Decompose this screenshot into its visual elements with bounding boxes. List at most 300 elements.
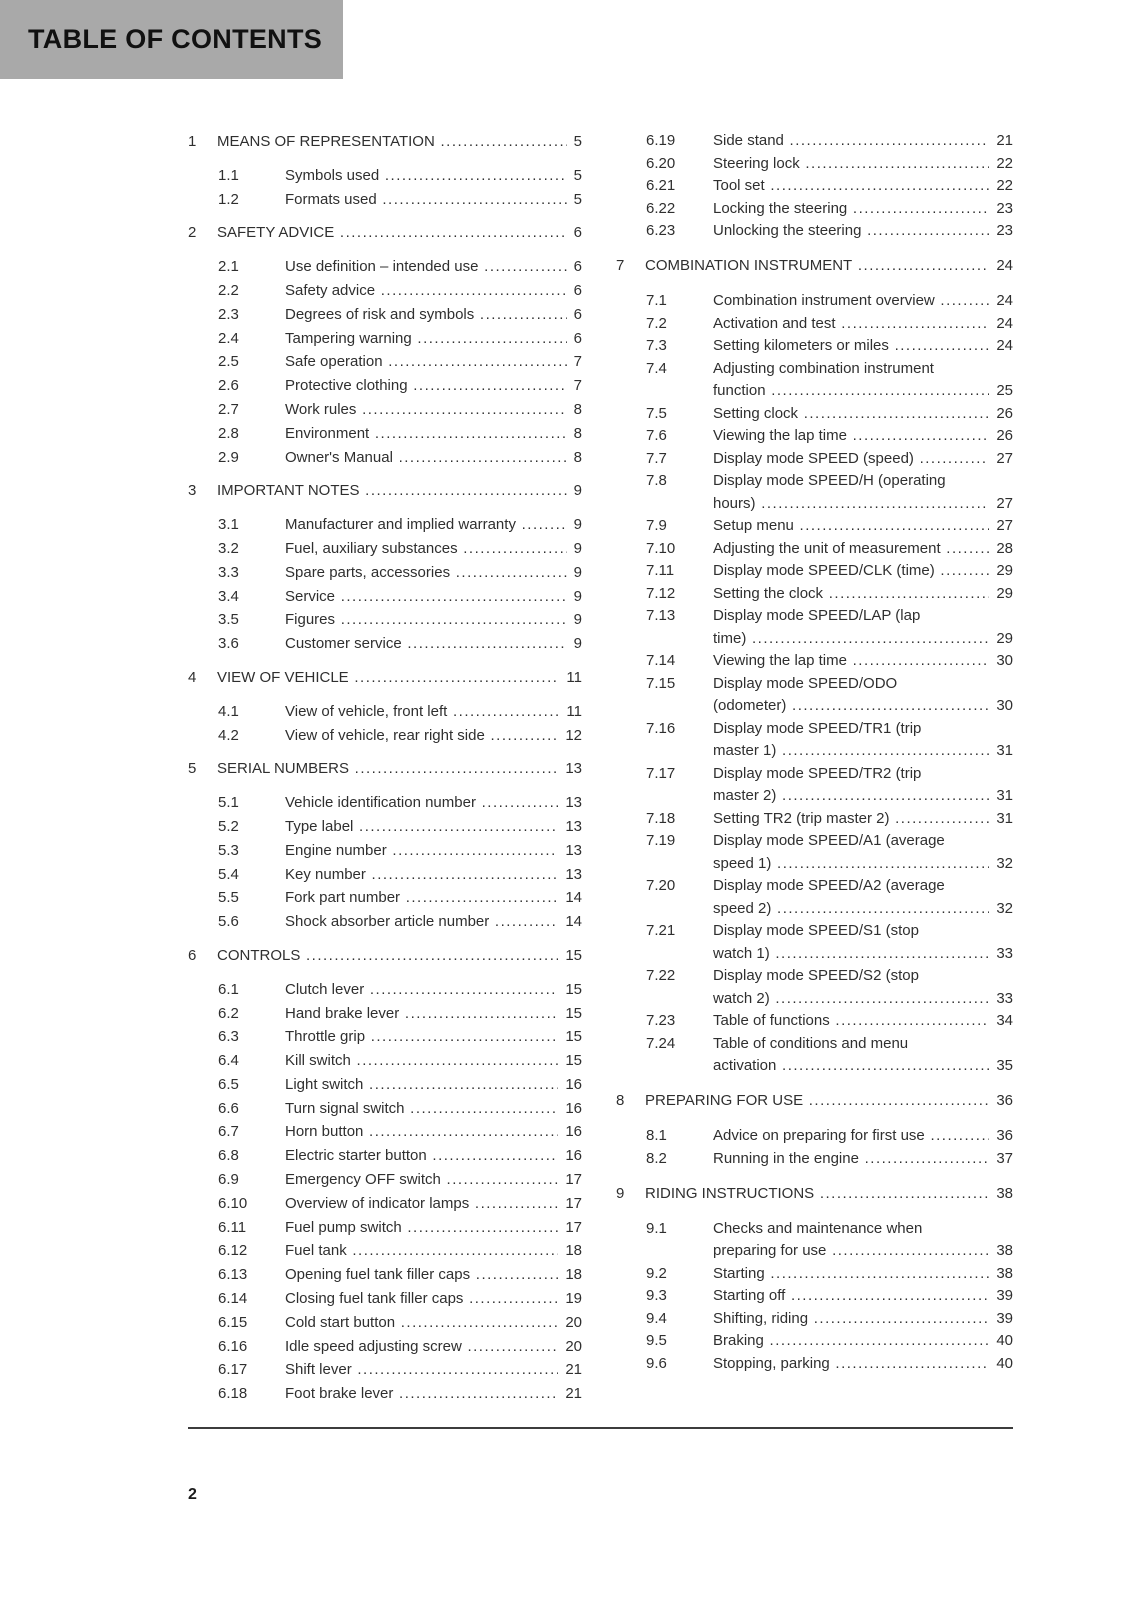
toc-subsection-entry [188,1358,582,1382]
toc-subsection-entry [188,350,582,374]
toc-entry-title: Emergency OFF switch ..... [285,1171,582,1188]
toc-entry-title: View of vehicle, front left ..... [285,703,582,720]
toc-entry-number: 7.22 [646,967,676,984]
toc-entry-number: 5.3 [218,841,239,859]
toc-entry-page: 23 [989,198,1013,221]
toc-entry-number: 5.2 [218,817,239,835]
toc-entry-page: 21 [989,130,1013,153]
toc-entry-title: Protective clothing ..... [285,377,582,394]
toc-entry-page: 37 [989,1148,1013,1171]
toc-subsection-entry [188,1287,582,1311]
toc-subsection-entry [616,583,1013,606]
toc-entry-number: 7.18 [646,809,676,827]
toc-entry-number: 5.4 [218,865,239,883]
toc-entry-title: Activation and test ..... [713,315,1013,332]
toc-entry-page: 17 [558,1216,582,1240]
toc-entry-number: 7.8 [646,472,667,489]
toc-entry-number: 9.4 [646,1309,667,1327]
toc-entry-title: Hand brake lever ..... [285,1005,582,1022]
toc-entry-page: 26 [989,403,1013,426]
toc-section-entry [616,255,1013,278]
toc-subsection-entry [616,875,1013,920]
toc-subsection-entry [188,446,582,470]
toc-section-entry [188,130,582,154]
toc-entry-page: 35 [989,1055,1013,1078]
toc-subsection-entry [616,1353,1013,1376]
toc-entry-title: Unlocking the steering ..... [713,222,1013,239]
page-header-band [0,0,343,79]
toc-entry-title: Use definition – intended use ..... [285,258,582,275]
toc-entry-page: 33 [989,943,1013,966]
toc-entry-title: Idle speed adjusting screw ..... [285,1338,582,1355]
toc-entry-number: 6.21 [646,177,676,194]
toc-entry-number: 4.2 [218,726,239,744]
toc-entry-page: 9 [567,608,582,632]
toc-subsection-entry [188,815,582,839]
toc-entry-number: 7.9 [646,517,667,534]
toc-subsection-entry [616,335,1013,358]
toc-entry-title: Checks and maintenance when preparing for use ..... [713,1220,1013,1260]
toc-entry-title: Viewing the lap time ..... [713,652,1013,669]
toc-entry-page: 39 [989,1285,1013,1308]
toc-entry-page: 29 [989,628,1013,651]
toc-entry-title: Display mode SPEED (speed) ..... [713,450,1013,467]
toc-entry-title: Stopping, parking ..... [713,1355,1013,1372]
toc-entry-title: Setting the clock ..... [713,585,1013,602]
toc-entry-page: 5 [567,130,582,154]
toc-entry-number: 1.1 [218,166,239,184]
toc-column-right [616,130,1013,1406]
toc-subsection-entry [188,1002,582,1026]
toc-entry-title: Type label ..... [285,818,582,835]
toc-subsection-entry [188,608,582,632]
toc-entry-number: 6.3 [218,1028,239,1046]
toc-entry-page: 27 [989,493,1013,516]
toc-entry-number: 7.24 [646,1034,676,1052]
toc-entry-number: 7.5 [646,404,667,422]
toc-entry-number: 6.10 [218,1194,248,1212]
toc-entry-title: Display mode SPEED/TR2 (trip master 2) ..... [713,765,1013,805]
toc-subsection-entry [616,448,1013,471]
toc-entry-page: 24 [989,313,1013,336]
toc-entry-title: Display mode SPEED/LAP (lap time) ..... [713,607,1013,647]
toc-entry-title: Setting TR2 (trip master 2) ..... [713,810,1013,827]
toc-subsection-entry [616,830,1013,875]
toc-entry-number: 7.14 [646,652,676,669]
toc-entry-page: 15 [558,1049,582,1073]
toc-entry-title: Setting clock ..... [713,405,1013,422]
toc-entry-number: 7.13 [646,607,676,624]
toc-subsection-entry [616,1263,1013,1286]
toc-entry-title: Display mode SPEED/S2 (stop watch 2) ..... [713,967,1013,1007]
page-title: TABLE OF CONTENTS [28,24,323,54]
toc-subsection-entry [188,1025,582,1049]
toc-entry-number: 6.12 [218,1242,248,1260]
toc-entry-number: 7.11 [646,562,675,579]
toc-entry-page: 18 [558,1263,582,1287]
toc-entry-page: 9 [567,513,582,537]
toc-entry-number: 6.22 [646,199,676,217]
toc-subsection-entry [616,198,1013,221]
toc-subsection-entry [616,1010,1013,1033]
toc-subsection-entry [616,965,1013,1010]
toc-entry-page: 6 [567,303,582,327]
toc-entry-title: SERIAL NUMBERS ..... [217,760,582,777]
toc-entry-number: 7.15 [646,674,676,692]
toc-entry-number: 6.4 [218,1052,239,1070]
toc-entry-number: 8 [616,1092,625,1109]
toc-entry-page: 6 [567,255,582,279]
toc-entry-number: 6.13 [218,1266,248,1284]
toc-entry-number: 7.19 [646,832,676,849]
toc-entry-number: 3 [188,482,197,500]
toc-entry-page: 7 [567,350,582,374]
toc-entry-page: 11 [559,700,582,724]
toc-entry-title: Vehicle identification number ..... [285,794,582,811]
toc-section-entry [188,944,582,968]
toc-entry-title: Clutch lever ..... [285,981,582,998]
toc-entry-number: 6.7 [218,1123,239,1141]
toc-entry-number: 7.2 [646,314,667,332]
toc-entry-title: Shock absorber article number ..... [285,913,582,930]
toc-entry-number: 7.6 [646,427,667,444]
toc-subsection-entry [188,1073,582,1097]
toc-subsection-entry [616,763,1013,808]
toc-subsection-entry [616,1218,1013,1263]
toc-subsection-entry [188,1311,582,1335]
toc-entry-page: 13 [558,791,582,815]
toc-entry-title: SAFETY ADVICE ..... [217,224,582,241]
toc-entry-title: Display mode SPEED/A1 (average speed 1) ..... [713,832,1013,872]
toc-entry-page: 32 [989,898,1013,921]
toc-entry-page: 12 [558,724,582,748]
toc-entry-title: Locking the steering ..... [713,200,1013,217]
toc-entry-page: 13 [558,815,582,839]
toc-entry-title: Fuel, auxiliary substances ..... [285,540,582,557]
toc-entry-title: Tool set ..... [713,177,1013,194]
toc-entry-number: 2.7 [218,400,239,418]
toc-subsection-entry [616,605,1013,650]
toc-entry-title: IMPORTANT NOTES ..... [217,482,582,499]
toc-section-entry [188,666,582,690]
toc-entry-number: 6.20 [646,154,676,172]
toc-subsection-entry [188,1239,582,1263]
toc-entry-number: 9.5 [646,1332,667,1349]
toc-entry-number: 9.3 [646,1287,667,1304]
toc-subsection-entry [188,863,582,887]
toc-entry-page: 29 [989,560,1013,583]
toc-subsection-entry [188,1263,582,1287]
toc-entry-title: Adjusting combination instrument function ..... [713,360,1013,400]
toc-subsection-entry [188,1192,582,1216]
toc-entry-page: 14 [558,886,582,910]
toc-entry-page: 36 [989,1090,1013,1113]
toc-subsection-entry [188,303,582,327]
toc-entry-page: 27 [989,515,1013,538]
toc-subsection-entry [616,920,1013,965]
toc-subsection-entry [616,175,1013,198]
toc-section-entry [616,1183,1013,1206]
toc-entry-title: COMBINATION INSTRUMENT ..... [645,257,1013,274]
toc-entry-page: 24 [989,290,1013,313]
toc-entry-page: 13 [558,757,582,781]
toc-entry-title: Display mode SPEED/S1 (stop watch 1) ..... [713,922,1013,962]
toc-entry-number: 7.1 [646,292,667,309]
toc-entry-title: Overview of indicator lamps ..... [285,1195,582,1212]
toc-subsection-entry [616,470,1013,515]
toc-entry-number: 5.5 [218,889,239,907]
toc-entry-page: 9 [567,585,582,609]
toc-entry-title: Engine number ..... [285,842,582,859]
toc-entry-title: Foot brake lever ..... [285,1385,582,1402]
toc-entry-number: 9.2 [646,1264,667,1282]
toc-subsection-entry [188,188,582,212]
toc-entry-title: Throttle grip ..... [285,1028,582,1045]
toc-entry-page: 40 [989,1330,1013,1353]
toc-entry-title: Degrees of risk and symbols ..... [285,306,582,323]
toc-entry-page: 31 [989,785,1013,808]
toc-subsection-entry [188,164,582,188]
toc-entry-number: 6.9 [218,1171,239,1189]
toc-entry-title: Opening fuel tank filler caps ..... [285,1266,582,1283]
footer-divider [188,1427,1013,1429]
toc-entry-title: Shift lever ..... [285,1361,582,1378]
toc-entry-page: 15 [558,978,582,1002]
toc-entry-page: 9 [567,479,582,503]
toc-entry-number: 2 [188,224,197,242]
toc-subsection-entry [188,1120,582,1144]
toc-subsection-entry [188,700,582,724]
toc-entry-title: Key number ..... [285,866,582,883]
toc-entry-number: 5 [188,760,197,778]
toc-entry-title: Display mode SPEED/TR1 (trip master 1) ..... [713,720,1013,760]
toc-entry-page: 14 [558,910,582,934]
toc-section-entry [188,479,582,503]
page-number: 2 [188,1486,197,1503]
toc-entry-title: Starting off ..... [713,1287,1013,1304]
toc-subsection-entry [188,910,582,934]
toc-entry-number: 7.16 [646,719,676,737]
toc [188,130,1013,1406]
toc-subsection-entry [616,1308,1013,1331]
toc-subsection-entry [616,538,1013,561]
toc-entry-page: 6 [567,279,582,303]
toc-entry-title: Running in the engine ..... [713,1150,1013,1167]
toc-entry-title: Symbols used ..... [285,167,582,184]
toc-entry-page: 13 [558,863,582,887]
toc-section-entry [188,221,582,245]
toc-entry-page: 16 [558,1073,582,1097]
toc-subsection-entry [616,313,1013,336]
toc-entry-page: 15 [558,1002,582,1026]
toc-subsection-entry [616,130,1013,153]
toc-subsection-entry [188,585,582,609]
toc-entry-title: Service ..... [285,588,582,605]
toc-entry-page: 34 [989,1010,1013,1033]
toc-subsection-entry [188,374,582,398]
toc-subsection-entry [616,1148,1013,1171]
toc-entry-title: Display mode SPEED/ODO (odometer) ..... [713,675,1013,715]
toc-entry-title: Fuel pump switch ..... [285,1219,582,1236]
toc-entry-title: View of vehicle, rear right side ..... [285,727,582,744]
toc-entry-number: 6.23 [646,222,676,239]
toc-subsection-entry [188,1382,582,1406]
toc-entry-number: 9.6 [646,1354,667,1372]
toc-subsection-entry [616,718,1013,763]
toc-subsection-entry [188,632,582,656]
toc-entry-page: 21 [558,1382,582,1406]
toc-subsection-entry [616,1033,1013,1078]
toc-subsection-entry [188,1144,582,1168]
toc-entry-page: 27 [989,448,1013,471]
toc-entry-number: 4.1 [218,702,239,720]
toc-entry-number: 6.16 [218,1337,248,1355]
toc-entry-title: Figures ..... [285,611,582,628]
toc-subsection-entry [616,560,1013,583]
toc-entry-page: 36 [989,1125,1013,1148]
toc-entry-page: 16 [558,1144,582,1168]
toc-subsection-entry [188,1216,582,1240]
toc-entry-title: Tampering warning ..... [285,330,582,347]
toc-entry-page: 18 [558,1239,582,1263]
toc-subsection-entry [616,403,1013,426]
toc-subsection-entry [616,425,1013,448]
toc-entry-page: 23 [989,220,1013,243]
toc-entry-page: 8 [567,446,582,470]
toc-entry-page: 8 [567,422,582,446]
toc-entry-title: Side stand ..... [713,132,1013,149]
toc-entry-title: Table of functions ..... [713,1012,1013,1029]
toc-subsection-entry [616,650,1013,673]
toc-subsection-entry [188,513,582,537]
toc-entry-number: 6.1 [218,980,239,998]
toc-subsection-entry [616,515,1013,538]
toc-entry-title: Combination instrument overview ..... [713,292,1013,309]
toc-entry-number: 6.19 [646,132,676,149]
toc-entry-page: 20 [558,1335,582,1359]
toc-entry-title: Setup menu ..... [713,517,1013,534]
toc-entry-page: 30 [989,650,1013,673]
toc-subsection-entry [188,886,582,910]
toc-entry-number: 8.1 [646,1127,667,1144]
toc-entry-number: 2.5 [218,353,239,371]
toc-entry-number: 6.17 [218,1361,248,1379]
toc-entry-page: 32 [989,853,1013,876]
toc-entry-number: 3.5 [218,611,239,629]
toc-entry-page: 9 [567,632,582,656]
toc-entry-title: Fuel tank ..... [285,1242,582,1259]
toc-subsection-entry [616,808,1013,831]
toc-subsection-entry [188,255,582,279]
toc-entry-title: Owner's Manual ..... [285,449,582,466]
toc-entry-title: Starting ..... [713,1265,1013,1282]
toc-entry-number: 3.1 [218,516,239,534]
toc-entry-title: MEANS OF REPRESENTATION ..... [217,133,582,150]
toc-entry-page: 20 [558,1311,582,1335]
toc-entry-page: 24 [989,335,1013,358]
toc-entry-number: 6.6 [218,1099,239,1117]
toc-entry-number: 9.1 [646,1219,667,1237]
toc-subsection-entry [188,398,582,422]
toc-entry-number: 7 [616,257,625,274]
toc-subsection-entry [188,791,582,815]
toc-entry-page: 25 [989,380,1013,403]
toc-entry-title: Steering lock ..... [713,155,1013,172]
toc-entry-title: Shifting, riding ..... [713,1310,1013,1327]
toc-subsection-entry [188,724,582,748]
toc-subsection-entry [616,673,1013,718]
toc-entry-title: Viewing the lap time ..... [713,427,1013,444]
toc-entry-title: Horn button ..... [285,1123,582,1140]
toc-entry-page: 13 [558,839,582,863]
toc-entry-title: PREPARING FOR USE ..... [645,1092,1013,1109]
toc-entry-number: 2.8 [218,424,239,442]
toc-entry-title: VIEW OF VEHICLE ..... [217,669,582,686]
toc-entry-number: 3.3 [218,563,239,581]
toc-entry-number: 6 [188,946,197,964]
toc-entry-number: 7.12 [646,584,676,602]
toc-entry-page: 19 [558,1287,582,1311]
toc-entry-page: 16 [558,1120,582,1144]
toc-entry-title: Spare parts, accessories ..... [285,564,582,581]
toc-subsection-entry [188,1049,582,1073]
toc-subsection-entry [616,220,1013,243]
toc-entry-number: 3.6 [218,635,239,653]
toc-entry-title: Table of conditions and menu activation ..... [713,1035,1013,1075]
toc-entry-title: Braking ..... [713,1332,1013,1349]
toc-entry-title: Display mode SPEED/A2 (average speed 2) ..... [713,877,1013,917]
toc-entry-page: 38 [989,1263,1013,1286]
toc-entry-page: 17 [558,1168,582,1192]
toc-subsection-entry [616,290,1013,313]
toc-entry-number: 7.3 [646,337,667,354]
toc-entry-number: 7.23 [646,1012,676,1029]
toc-entry-title: Turn signal switch ..... [285,1100,582,1117]
toc-entry-number: 2.9 [218,448,239,466]
toc-entry-number: 2.6 [218,377,239,395]
toc-entry-number: 1.2 [218,190,239,208]
toc-entry-page: 40 [989,1353,1013,1376]
toc-entry-number: 1 [188,133,197,150]
toc-entry-number: 6.8 [218,1147,239,1165]
toc-entry-number: 6.14 [218,1290,248,1308]
toc-entry-title: Cold start button ..... [285,1314,582,1331]
toc-entry-page: 8 [567,398,582,422]
toc-subsection-entry [616,1330,1013,1353]
toc-entry-title: Formats used ..... [285,191,582,208]
toc-subsection-entry [188,537,582,561]
toc-section-entry [188,757,582,781]
toc-entry-page: 24 [989,255,1013,278]
toc-entry-number: 2.1 [218,258,239,276]
toc-entry-page: 21 [558,1358,582,1382]
toc-entry-title: Work rules ..... [285,401,582,418]
toc-entry-title: Advice on preparing for first use ..... [713,1127,1013,1144]
toc-entry-title: Adjusting the unit of measurement ..... [713,540,1013,557]
toc-entry-number: 3.2 [218,539,239,557]
toc-entry-number: 6.11 [218,1218,247,1236]
toc-entry-page: 31 [989,808,1013,831]
toc-entry-number: 7.10 [646,539,676,557]
toc-entry-number: 9 [616,1184,625,1202]
toc-entry-title: Manufacturer and implied warranty ..... [285,516,582,533]
toc-entry-number: 2.2 [218,281,239,299]
toc-entry-number: 5.1 [218,794,239,812]
toc-entry-title: Kill switch ..... [285,1052,582,1069]
toc-column-left [188,130,582,1406]
toc-entry-number: 6.5 [218,1075,239,1093]
toc-entry-title: Environment ..... [285,425,582,442]
